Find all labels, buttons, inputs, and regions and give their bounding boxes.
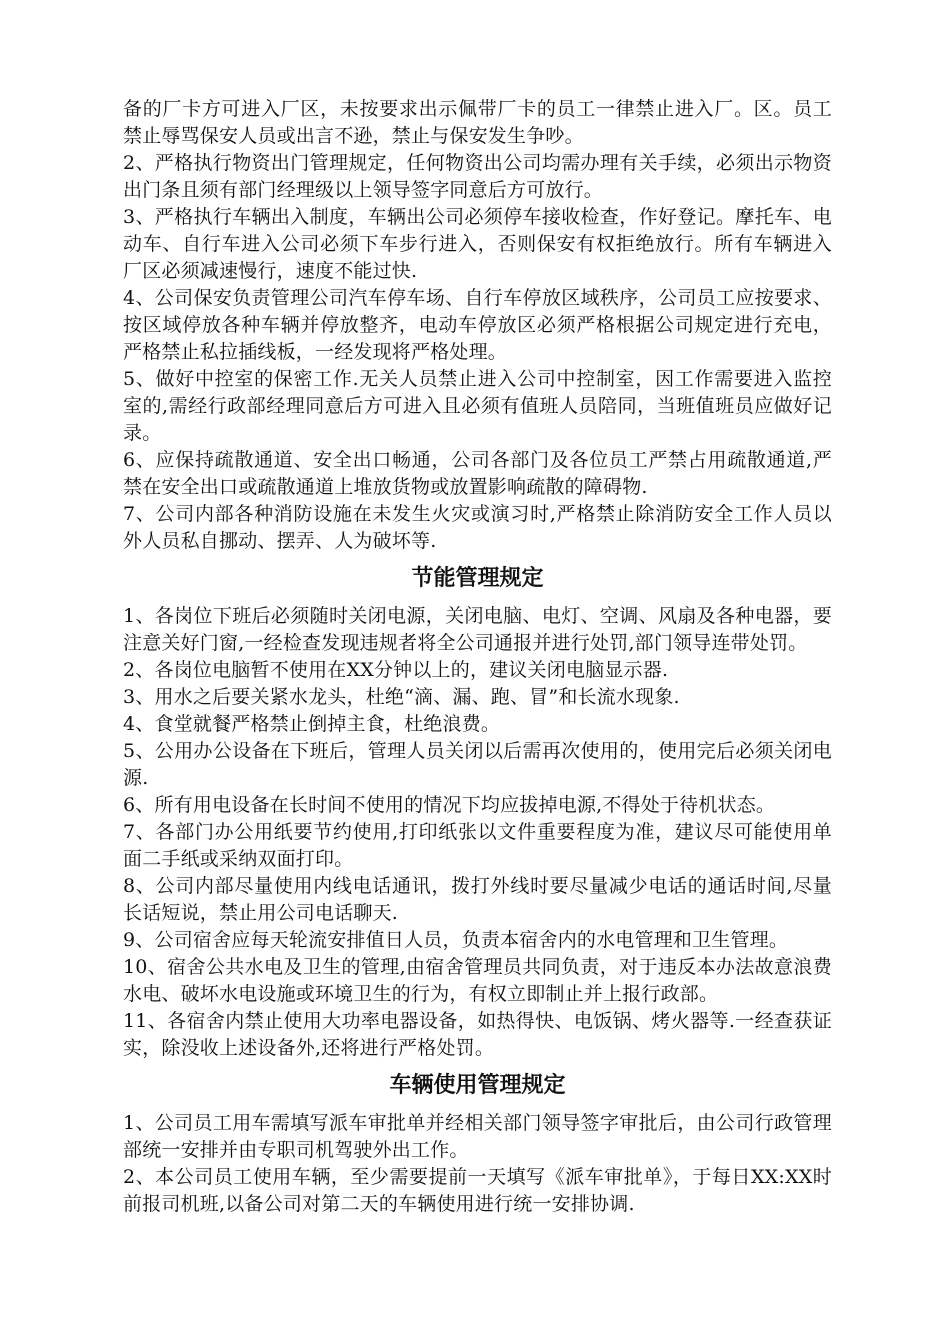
- section-vehicle-use: [123, 1071, 832, 1218]
- paragraph: 3、严格执行车辆出入制度，车辆出公司必须停车接收检查，作好登记。摩托车、电动车、自行车进入公司必须下车步行进入，否则保安有权拒绝放行。所有车辆进入厂区必须减速慢行，速度不能过快.: [123, 206, 832, 282]
- section-energy-saving: [123, 564, 832, 1062]
- paragraph: 8、公司内部尽量使用内线电话通讯，拨打外线时要尽量减少电话的通话时间,尽量长话短说，禁止用公司电话聊天.: [123, 875, 832, 924]
- paragraph: 1、公司员工用车需填写派车审批单并经相关部门领导签字审批后，由公司行政管理部统一安排并由专职司机驾驶外出工作。: [123, 1112, 832, 1161]
- paragraph: 7、各部门办公用纸要节约使用,打印纸张以文件重要程度为准，建议尽可能使用单面二手纸或采纳双面打印。: [123, 821, 832, 870]
- paragraph: 2、严格执行物资出门管理规定，任何物资出公司均需办理有关手续，必须出示物资出门条且须有部门经理级以上领导签字同意后方可放行。: [123, 152, 832, 201]
- paragraph: 5、做好中控室的保密工作.无关人员禁止进入公司中控制室，因工作需要进入监控室的,需经行政部经理同意后方可进入且必须有值班人员陪同，当班值班员应做好记录。: [123, 368, 832, 444]
- paragraph: 11、各宿舍内禁止使用大功率电器设备，如热得快、电饭锅、烤火器等.一经查获证实，除没收上述设备外,还将进行严格处罚。: [123, 1010, 832, 1059]
- paragraph: 2、各岗位电脑暂不使用在XX分钟以上的，建议关闭电脑显示器.: [123, 659, 669, 681]
- paragraph: 4、公司保安负责管理公司汽车停车场、自行车停放区域秩序，公司员工应按要求、按区域停放各种车辆并停放整齐，电动车停放区必须严格根据公司规定进行充电，严格禁止私拉插线板，一经发现将严格处理。: [123, 287, 832, 363]
- paragraph: 7、公司内部各种消防设施在未发生火灾或演习时,严格禁止除消防安全工作人员以外人员私自挪动、摆弄、人为破坏等.: [123, 503, 832, 552]
- paragraph: 3、用水之后要关紧水龙头，杜绝“滴、漏、跑、冒”和长流水现象.: [123, 686, 680, 708]
- paragraph: 备的厂卡方可进入厂区，未按要求出示佩带厂卡的员工一律禁止进入厂。区。员工禁止辱骂保安人员或出言不逊，禁止与保安发生争吵。: [123, 98, 832, 147]
- paragraph: 2、本公司员工使用车辆，至少需要提前一天填写《派车审批单》，于每日XX:XX时前报司机班,以备公司对第二天的车辆使用进行统一安排协调.: [123, 1166, 832, 1215]
- paragraph: 1、各岗位下班后必须随时关闭电源，关闭电脑、电灯、空调、风扇及各种电器，要注意关好门窗,一经检查发现违规者将全公司通报并进行处罚,部门领导连带处罚。: [123, 605, 832, 654]
- paragraph: 6、所有用电设备在长时间不使用的情况下均应拔掉电源,不得处于待机状态。: [123, 794, 776, 816]
- section-title: 车辆使用管理规定: [389, 1073, 566, 1098]
- paragraph: 6、应保持疏散通道、安全出口畅通，公司各部门及各位员工严禁占用疏散通道,严禁在安全出口或疏散通道上堆放货物或放置影响疏散的障碍物.: [123, 449, 832, 498]
- section-title: 节能管理规定: [411, 566, 544, 591]
- paragraph: 9、公司宿舍应每天轮流安排值日人员，负责本宿舍内的水电管理和卫生管理。: [123, 929, 789, 951]
- paragraph: 10、宿舍公共水电及卫生的管理,由宿舍管理员共同负责，对于违反本办法故意浪费水电、破坏水电设施或环境卫生的行为，有权立即制止并上报行政部。: [123, 956, 832, 1005]
- paragraph: 5、公用办公设备在下班后，管理人员关闭以后需再次使用的，使用完后必须关闭电源.: [123, 740, 832, 789]
- section-security: [123, 96, 832, 555]
- paragraph: 4、食堂就餐严格禁止倒掉主食，杜绝浪费。: [123, 713, 501, 735]
